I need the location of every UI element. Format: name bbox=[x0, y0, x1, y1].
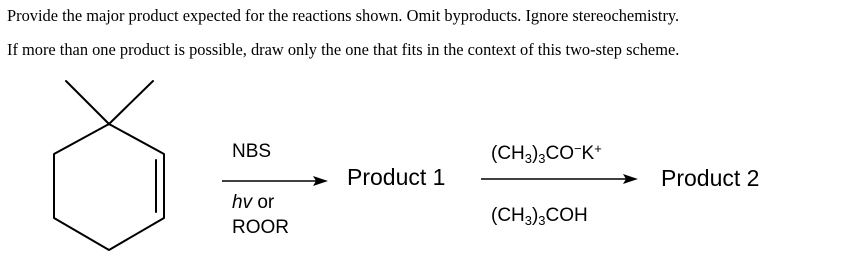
methyl-bond-left bbox=[66, 81, 109, 124]
formula-part: ) bbox=[531, 205, 539, 226]
starting-material-structure bbox=[54, 81, 164, 250]
product-2-label: Product 2 bbox=[661, 165, 760, 191]
formula-part: CO bbox=[545, 143, 574, 164]
formula-subscript: 3 bbox=[524, 151, 532, 167]
step1-condition-line1 bbox=[232, 193, 274, 212]
product-1-label: Product 1 bbox=[347, 164, 446, 190]
formula-subscript: 3 bbox=[538, 213, 546, 229]
question-line-1: Provide the major product expected for the reactions shown. Omit byproducts. Ignore stereochemistry. bbox=[7, 6, 680, 25]
step2-solvent-reagent bbox=[491, 205, 588, 229]
step2-base-reagent bbox=[491, 140, 602, 167]
question-line-2: If more than one product is possible, draw only the one that fits in the context of this two-step scheme. bbox=[7, 40, 680, 59]
step1-condition-roor: ROOR bbox=[232, 217, 289, 238]
formula-part: (CH bbox=[491, 143, 525, 164]
methyl-bond-right bbox=[109, 81, 153, 124]
formula-part: K bbox=[581, 143, 595, 164]
formula-part: ) bbox=[531, 143, 539, 164]
formula-part: (CH bbox=[491, 205, 525, 226]
step1-reagent-nbs: NBS bbox=[232, 141, 272, 162]
formula-subscript: 3 bbox=[538, 151, 546, 167]
formula-part: COH bbox=[545, 205, 588, 226]
formula-subscript: 3 bbox=[524, 213, 532, 229]
formula-superscript: + bbox=[594, 140, 602, 156]
formula-superscript: − bbox=[573, 140, 582, 156]
or-text: or bbox=[252, 192, 275, 213]
cyclohexene-ring bbox=[54, 124, 164, 250]
hv-text: hv bbox=[232, 192, 253, 213]
